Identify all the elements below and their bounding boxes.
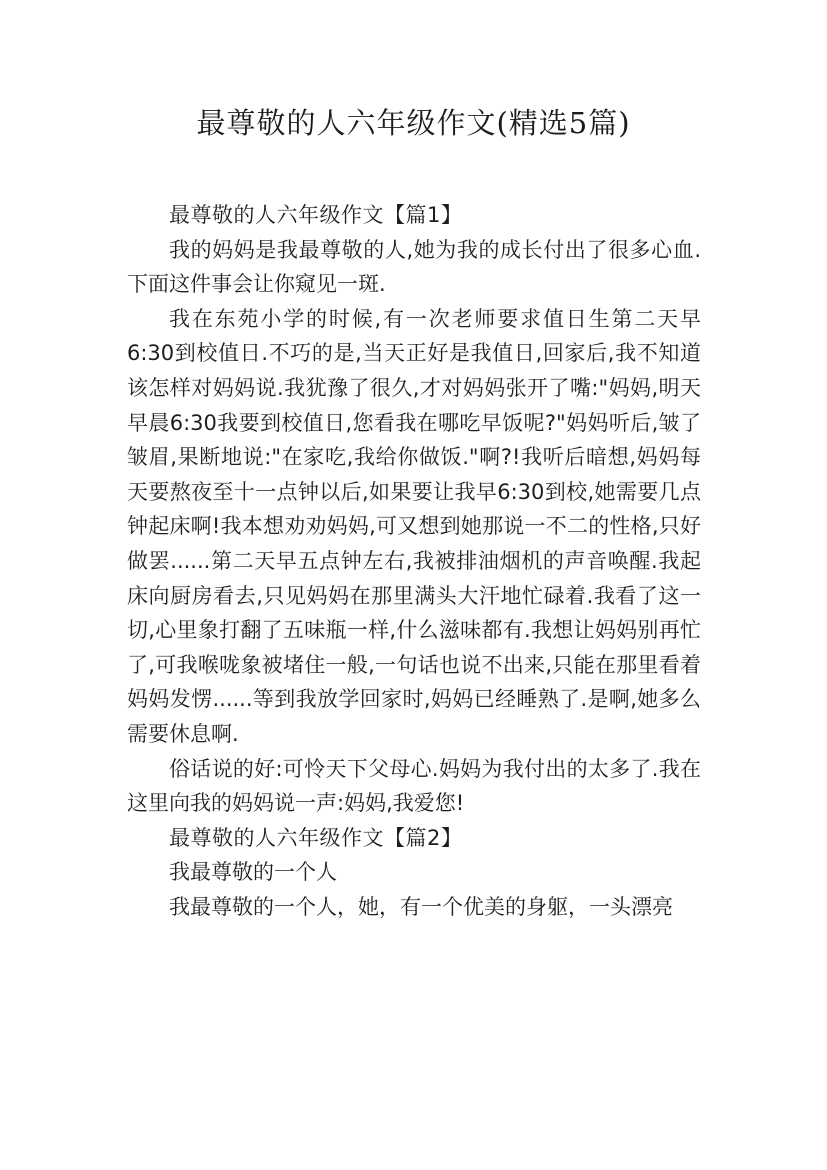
document-title: 最尊敬的人六年级作文(精选5篇): [196, 106, 631, 140]
paragraph: 我的妈妈是我最尊敬的人,她为我的成长付出了很多心血.下面这件事会让你窥见一斑.: [127, 237, 701, 297]
paragraph: 我在东苑小学的时候,有一次老师要求值日生第二天早6:30到校值日.不巧的是,当天正好是我值日,回家后,我不知道该怎样对妈妈说.我犹豫了很久,才对妈妈张开了嘴:"妈妈,明天早晨6:30我要到校值日,您看我在哪吃早饭呢?"妈妈听后,皱了皱眉,果断地说:"在家吃,我给你做饭."啊?!我听后暗想,妈妈每天要熬夜至十一点钟以后,如果要让我早6:30到校,她需要几点钟起床啊!我本想劝劝妈妈,可又想到她那说一不二的性格,只好做罢......第二天早五点钟左右,我被排油烟机的声音唤醒.我起床向厨房看去,只见妈妈在那里满头大汗地忙碌着.我看了这一切,心里象打翻了五味瓶一样,什么滋味都有.我想让妈妈别再忙了,可我喉咙象被堵住一般,一句话也说不出来,只能在那里看着妈妈发愣......等到我放学回家时,妈妈已经睡熟了.是啊,她多么需要休息啊.: [127, 306, 701, 746]
paragraph: 我最尊敬的一个人: [169, 860, 337, 885]
section-heading-1: 最尊敬的人六年级作文【篇1】: [169, 203, 463, 227]
section-heading-2: 最尊敬的人六年级作文【篇2】: [169, 825, 463, 850]
paragraph: 我最尊敬的一个人，她，有一个优美的身躯，一头漂亮: [169, 894, 673, 919]
document-body: [127, 198, 701, 924]
paragraph: 俗话说的好:可怜天下父母心.妈妈为我付出的太多了.我在这里向我的妈妈说一声:妈妈,我爱您!: [127, 756, 701, 816]
